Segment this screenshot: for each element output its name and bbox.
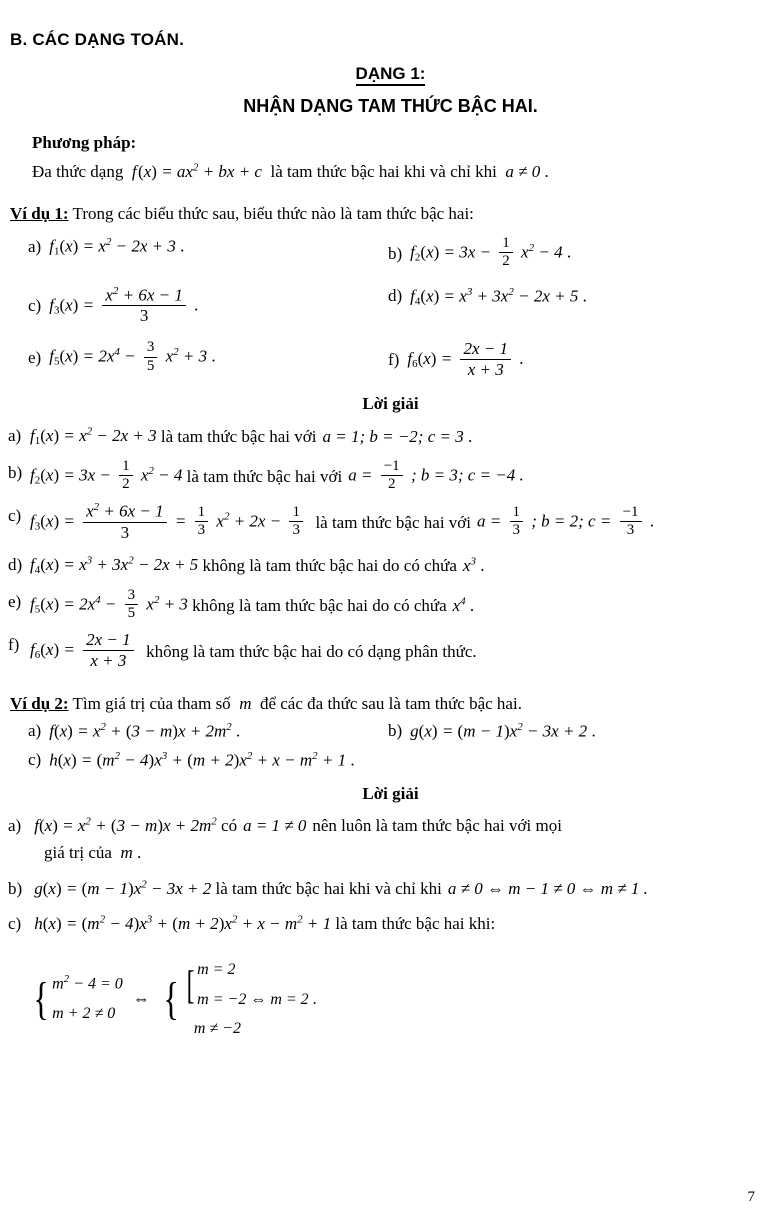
method-text-before: Đa thức dạng <box>32 162 124 181</box>
solution-a-tail: là tam thức bậc hai với <box>160 427 317 447</box>
example1-item-f: f) $f_6(x)$ = $\frac{2x - 1}{x + 3}$ . <box>388 339 524 379</box>
left-brace-icon-2: { <box>163 973 179 1025</box>
iff-symbol: ⇔ <box>132 989 150 1009</box>
example1-item-e: e) $f_5(x) = 2x^4$ − $\frac{3}{5}$ $x^2 + 3$ . <box>28 339 216 374</box>
solution2-b-tail: là tam thức bậc hai khi và chỉ khi <box>215 878 442 898</box>
solution-a-params: a = 1; b = −2; c = 3 . <box>322 427 473 447</box>
solution2-tag-a: a) <box>8 816 22 836</box>
example1-solution-title: Lời giải <box>362 394 419 414</box>
solution2-tag-c: c) <box>8 913 22 933</box>
solution-c-tail: là tam thức bậc hai với <box>315 513 472 533</box>
item-tag-f: f) <box>388 350 400 370</box>
section-title: B. CÁC DẠNG TOÁN. <box>10 30 185 49</box>
fraction-c: $\frac{x^2 + 6x - 1}{3}$ <box>102 285 186 326</box>
method-text-middle: là tam thức bậc hai khi và chỉ khi <box>270 162 497 181</box>
solution-f-tail: không là tam thức bậc hai do có dạng phân thức. <box>146 641 477 661</box>
solution2-a-var: m <box>116 843 137 863</box>
example2-solution-title: Lời giải <box>362 784 419 804</box>
sys-right-row-2: m = −2 ⇔ m = 2 . <box>197 990 317 1008</box>
item-tag-c: c) <box>28 295 42 315</box>
example2-item-c: c) $h(x) = (m^2 - 4)x^3 + (m + 2)x^2 + x - m^2 + 1$ . <box>28 749 355 770</box>
example1-label: Ví dụ 1: <box>10 203 69 223</box>
solution2-a-tail1: có <box>221 816 238 836</box>
solution-c: c) $f_3(x)$ = $\frac{x^2 + 6x - 1}{3}$ = $\frac{1}{3}$ $x^2 + 2x$ − $\frac{1}{3}$ là tam thức bậc hai với a = $\frac{1}{3}$ ; b = 2; c = $\frac{-1}{3}$ . <box>8 501 655 542</box>
solution-tag-e: e) <box>8 591 22 611</box>
example2-heading <box>10 691 781 717</box>
example2-label: Ví dụ 2: <box>10 694 69 714</box>
system-left <box>30 969 123 1030</box>
sys-left-row-1: $m^2 - 4 = 0$ <box>52 972 123 993</box>
fraction-one-half: $\frac{1}{2}$ <box>499 235 513 271</box>
solution2-a-line2: giá trị của m . <box>44 843 142 863</box>
solution-c-p2: ; b = 2; c = <box>531 511 612 531</box>
solution-e-term: $x^4$ . <box>452 595 475 615</box>
solution-b-p2: ; b = 3; c = −4 . <box>410 465 524 485</box>
example1-heading <box>10 201 781 227</box>
solution2-b-cond: a ≠ 0 ⇔ m − 1 ≠ 0 ⇔ m ≠ 1 . <box>447 878 648 898</box>
system-equations <box>28 955 781 1044</box>
solution-d: d) $f_4(x) = x^3 + 3x^2 - 2x + 5$ không là tam thức bậc hai do có chứa $x^3$ . <box>8 551 781 580</box>
page-number: 7 <box>747 1189 755 1205</box>
system-right <box>160 955 319 1044</box>
fraction-neg-one-half: $\frac{-1}{2}$ <box>381 458 403 494</box>
fraction-three-fifths: $\frac{3}{5}$ <box>144 339 158 375</box>
solution2-b: b) $g(x) = (m - 1)x^2 - 3x + 2$ là tam thức bậc hai khi và chỉ khi a ≠ 0 ⇔ m − 1 ≠ 0 ⇔ m ≠ 1 . <box>8 875 781 902</box>
left-brace-icon: { <box>33 973 49 1025</box>
solution2-a-tail2: nên luôn là tam thức bậc hai với mọi <box>312 816 562 836</box>
solution-tag-b: b) <box>8 462 23 482</box>
example2-row-1 <box>28 721 748 742</box>
solution-tag-c: c) <box>8 506 22 526</box>
example1-item-c: c) $f_3(x)$ = $\frac{x^2 + 6x - 1}{3}$ . <box>28 284 199 325</box>
item-tag-e: e) <box>28 348 42 367</box>
method-dot: . <box>544 162 549 181</box>
solution-d-tail: không là tam thức bậc hai do có chứa <box>202 555 457 575</box>
item-tag-d: d) <box>388 286 403 306</box>
solution-tag-f: f) <box>8 635 20 655</box>
dang-title <box>0 64 781 84</box>
example1-row-3 <box>28 340 748 380</box>
example1-item-a: a) $f_1(x) = x^2 - 2x + 3$ . <box>28 236 185 258</box>
item-tag-a2: a) <box>28 721 42 741</box>
item-tag-b2: b) <box>388 721 403 741</box>
solution-c-dot: . <box>649 511 655 531</box>
example2-item-b: b) $g(x) = (m - 1)x^2 - 3x + 2$ . <box>388 720 596 741</box>
item-tag-b: b) <box>388 243 403 263</box>
sys-left-row-2: m + 2 ≠ 0 <box>52 1005 116 1023</box>
item-tag-c2: c) <box>28 749 42 769</box>
sys-right-row-1: m = 2 <box>197 960 236 978</box>
dang-name: NHẬN DẠNG TAM THỨC BẬC HAI. <box>243 96 538 116</box>
example1-item-b: b) $f_2(x) = 3x$ − $\frac{1}{2}$ $x^2 - 4$ . <box>388 235 572 270</box>
solution-e: e) $f_5(x) = 2x^4$ − $\frac{3}{5}$ $x^2 + 3$ không là tam thức bậc hai do có chứa $x^4$ . <box>8 586 475 622</box>
method-text <box>32 159 781 185</box>
example2-prompt: Tìm giá trị của tham số m để các đa thức sau là tam thức bậc hai. <box>72 694 522 714</box>
solution-d-term: $x^3$ . <box>462 555 485 575</box>
solution2-a: a) $f(x) = x^2 + (3 - m)x + 2m^2$ có a = 1 ≠ 0 nên luôn là tam thức bậc hai với mọi giá trị của m . <box>8 812 781 866</box>
solution-c-p1: a = <box>477 511 502 531</box>
method-condition: a ≠ 0 <box>501 162 545 181</box>
method-label: Phương pháp: <box>32 133 137 152</box>
solution2-a-cond: a = 1 ≠ 0 <box>243 816 307 836</box>
solution2-tag-b: b) <box>8 878 23 898</box>
dang-label: DẠNG 1: <box>356 64 426 86</box>
example1-row-1 <box>28 236 748 272</box>
solution-e-tail: không là tam thức bậc hai do có chứa <box>192 595 447 615</box>
fraction-f: $\frac{2x - 1}{x + 3}$ <box>460 339 511 379</box>
item-tag-a: a) <box>28 236 42 256</box>
solution-b-tail: là tam thức bậc hai với <box>186 467 343 487</box>
solution-tag-d: d) <box>8 555 23 575</box>
solution2-c: c) $h(x) = (m^2 - 4)x^3 + (m + 2)x^2 + x - m^2 + 1$ là tam thức bậc hai khi: <box>8 910 781 937</box>
example2-item-a: a) $f(x) = x^2 + (3 - m)x + 2m^2$ . <box>28 720 241 741</box>
solution-b: b) $f_2(x) = 3x$ − $\frac{1}{2}$ $x^2 - 4$ là tam thức bậc hai với a = $\frac{-1}{2}$ ; b = 3; c = −4 . <box>8 457 524 493</box>
example2-row-2 <box>28 750 748 771</box>
example1-items <box>28 236 748 380</box>
example1-prompt: Trong các biểu thức sau, biểu thức nào là tam thức bậc hai: <box>72 203 474 223</box>
example1-item-d: d) $f_4(x) = x^3 + 3x^2 - 2x + 5$ . <box>388 285 587 308</box>
solution-b-p1: a = <box>348 465 373 485</box>
solution-f: f) $f_6(x)$ = $\frac{2x - 1}{x + 3}$ không là tam thức bậc hai do có dạng phân thức. <box>8 630 477 670</box>
solution2-c-tail: là tam thức bậc hai khi: <box>335 913 496 933</box>
solution-a: a) $f_1(x) = x^2 - 2x + 3$ là tam thức bậc hai với a = 1; b = −2; c = 3 . <box>8 422 781 451</box>
example1-row-2 <box>28 286 748 327</box>
left-bracket-icon: [ <box>186 961 195 1007</box>
method-formula: f $(x) = ax^2$ + bx + c <box>127 161 271 181</box>
solution-tag-a: a) <box>8 426 22 446</box>
example2-items <box>28 721 748 770</box>
sys-right-row-3: m ≠ −2 <box>193 1020 241 1038</box>
document-page <box>0 30 781 1230</box>
